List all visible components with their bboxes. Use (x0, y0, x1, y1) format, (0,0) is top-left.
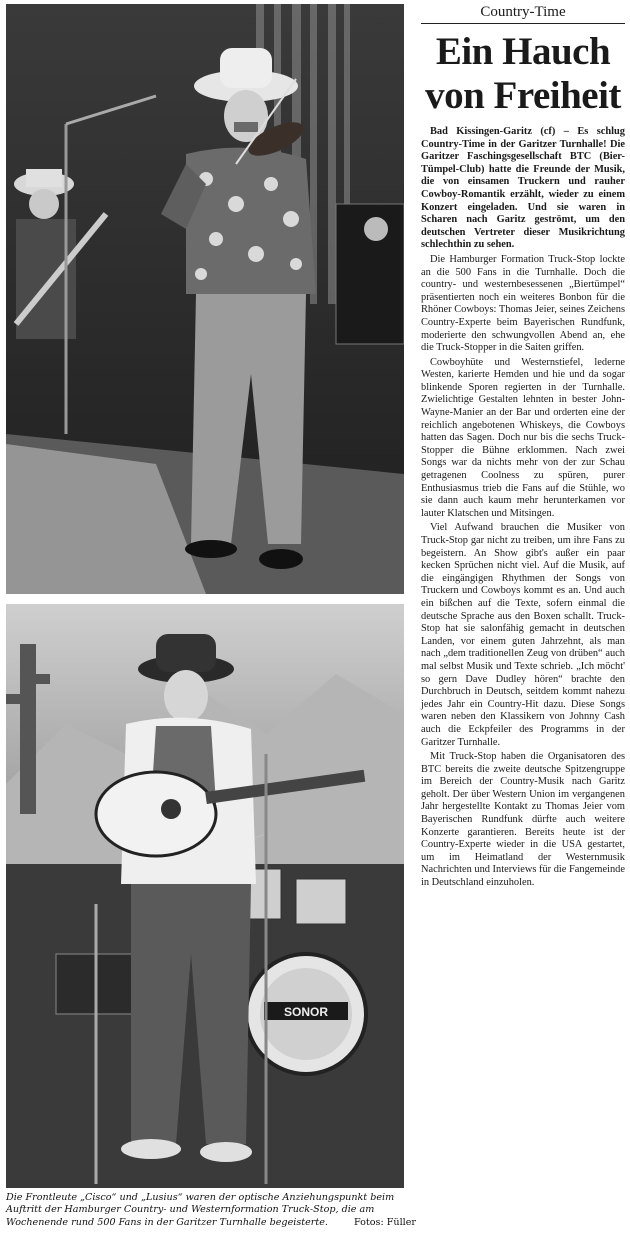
photo-fiddler-image (6, 4, 404, 594)
drum-logo-text: SONOR (283, 1005, 329, 1019)
photo-fiddler (6, 4, 404, 594)
article-headline: Ein Hauch von Freiheit (425, 30, 621, 117)
article-paragraph: Mit Truck-Stop haben die Organisatoren des BTC bereits die zweite deutsche Spitzengruppe im Bereich der Country-Musik nach Garitz geholt. Der über Western Union im vergangenen Jahr hergestellte Kontakt zu Thomas Jeier vom Bayerischen Rundfunk dürfte auch weitere Konzerte garantieren. Bereits heute ist der Country-Experte wieder in die USA gestartet, um im Heimatland der Westernmusik Nachrichten und Interviews für die Fangemeinde in Deutschland einzuholen. (421, 751, 625, 889)
photo-guitarist-image (6, 604, 404, 1188)
photo-credit: Fotos: Füller (354, 1216, 416, 1228)
article-paragraph: Viel Aufwand brauchen die Musiker von Truck-Stop gar nicht zu treiben, um ihre Fans zu begeistern. An Show gibt's außer ein paar kecken Sprüchen nicht viel. Auf die Musik, auf die eingängigen Rhythmen der Songs von Truckern und Cowboys kommt es an. Und auch ein bißchen auf die Texte, sofern einmal die deutsche Sprache aus den Boxen schallt. Truck-Stop hat sie salonfähig gemacht in deutschen Landen, vor einem guten Jahrzehnt, als man nach „dem traditionellen Zeug von drüben“ auch mal selbst Musik und Texte schrieb. „Ich möcht' so gern Dave Dudley hören“ brachte den Durchbruch in Deutsch, seitdem kommt nahezu jedes Jahr ein Country-Hit dazu. Diese Songs waren neben den Klassikern von Johnny Cash auch die Eckpfeiler des Programms in der Garitzer Turnhalle. (421, 522, 625, 748)
photo-caption-text: Die Frontleute „Cisco“ und „Lusius“ waren der optische Anziehungspunkt beim Auftritt der Hamburger Country- und Westernformation Truck-Stop, die am Wochenende rund 500 Fans in der Garitzer Turnhalle begeisterte. (6, 1192, 395, 1228)
article-lead: Bad Kissingen-Garitz (cf) – Es schlug Country-Time in der Garitzer Turnhalle! Die Garitzer Faschingsgesellschaft BTC (Bier-Tümpel-Club) hatte die Freunde der Musik, die von einsamen Truckern und rauher Cowboy-Romantik erzählt, wieder zu einem Konzert eingeladen. Und sie waren in Scharen nach Garitz geströmt, um den deutschen Vertreter dieser Musikrichtung schlechthin zu sehen. (421, 126, 625, 251)
article-column (421, 4, 625, 892)
article-kicker: Country-Time (421, 4, 625, 24)
photo-guitarist (6, 604, 404, 1188)
article-paragraph: Die Hamburger Formation Truck-Stop lockte an die 500 Fans in die Turnhalle. Doch die country- und westernbesessenen „Biertümpel“ präsentierten noch ein weiteres Bonbon für die Rhöner Cowboys: Thomas Jeier, seines Zeichens Country-Experte beim Bayerischen Rundfunk, moderierte den schwungvollen Abend an, ehe die Truck-Stopper in die Saiten griffen. (421, 253, 625, 354)
article-paragraph: Cowboyhüte und Westernstiefel, lederne Westen, karierte Hemden und hie und da sogar blinkende Sporen regierten in der Turnhalle. Zwielichtige Gestalten lehnten in bester John-Wayne-Manier an der Bar und orderten eine der reichlich angebotenen Whiskeys, die Cowboys hatten das Sagen. Doch nur bis die sechs Truck-Stopper die Bühne erklommen. Nach zwei Songs war da nichts mehr von der zur Schau getragenen Coolness zu spüren, purer Enthusiasmus trieb die Fans auf die Stühle, wo sie dann auch kaum mehr herunterkamen vor lauter Klatschen und Mitsingen. (421, 356, 625, 519)
photo-caption (6, 1192, 416, 1229)
